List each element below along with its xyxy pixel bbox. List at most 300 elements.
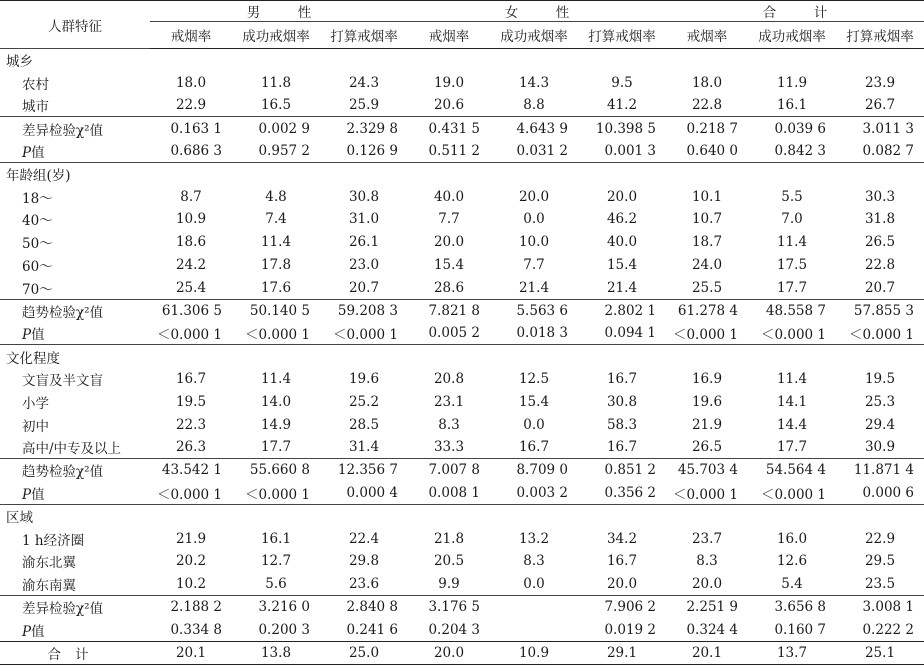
table-cell: 31.4 xyxy=(348,439,380,456)
table-cell: ＜0.000 1 xyxy=(672,486,738,503)
table-cell: 29.5 xyxy=(864,553,896,570)
table-cell: 29.1 xyxy=(578,641,666,664)
row-label: 70～ xyxy=(22,281,53,298)
table-cell: 31.8 xyxy=(864,211,896,228)
category-row xyxy=(0,162,924,185)
table-cell: 18.0 xyxy=(175,74,207,91)
table-cell: 19.0 xyxy=(433,74,465,91)
table-cell: 26.1 xyxy=(348,234,380,251)
table-cell: 26.5 xyxy=(691,439,723,456)
table-cell: 20.0 xyxy=(691,575,723,592)
header-intend-quit-rate: 打算戒烟率 xyxy=(320,22,408,49)
table-cell: 14.4 xyxy=(776,416,808,433)
table-cell: 20.0 xyxy=(606,575,638,592)
row-label: 合计 xyxy=(0,641,150,664)
table-cell: 5.4 xyxy=(781,575,803,592)
table-cell: 10.7 xyxy=(691,211,723,228)
table-cell xyxy=(232,162,320,185)
table-cell: 17.7 xyxy=(776,279,808,296)
table-cell: 7.007 8 xyxy=(408,459,490,482)
table-cell: 3.176 5 xyxy=(408,596,490,619)
table-cell: 11.4 xyxy=(260,371,292,388)
table-row xyxy=(0,94,924,117)
table-cell: ＜0.000 1 xyxy=(332,327,398,344)
table-cell: 8.3 xyxy=(438,416,460,433)
header-quit-rate: 戒烟率 xyxy=(666,22,748,49)
row-label: 趋势检验χ²值 xyxy=(0,299,150,322)
table-cell: 0.640 0 xyxy=(686,142,738,159)
table-cell: 12.5 xyxy=(518,371,550,388)
table-cell xyxy=(578,504,666,527)
table-cell: 0.126 9 xyxy=(346,142,398,159)
table-cell: 20.8 xyxy=(433,371,465,388)
table-cell: 0.160 7 xyxy=(774,621,826,638)
table-cell xyxy=(232,345,320,368)
header-success-quit-rate: 成功戒烟率 xyxy=(232,22,320,49)
table-cell: 7.906 2 xyxy=(578,596,666,619)
category-label: 区域 xyxy=(0,504,150,527)
table-cell: 3.011 3 xyxy=(836,117,924,140)
table-cell: 22.4 xyxy=(348,530,380,547)
table-cell: 16.7 xyxy=(175,371,207,388)
table-cell: 15.4 xyxy=(606,257,638,274)
table-cell xyxy=(232,49,320,72)
table-row xyxy=(0,231,924,254)
table-cell xyxy=(490,162,578,185)
category-row xyxy=(0,504,924,527)
stat-row xyxy=(0,140,924,163)
row-label: 差异检验χ²值 xyxy=(0,117,150,140)
table-cell xyxy=(748,162,836,185)
table-cell: 0.686 3 xyxy=(170,142,222,159)
table-cell: 8.8 xyxy=(523,97,545,114)
table-cell: 34.2 xyxy=(606,530,638,547)
table-cell: 19.6 xyxy=(348,371,380,388)
table-cell xyxy=(836,345,924,368)
table-cell: 0.0 xyxy=(523,416,545,433)
table-cell xyxy=(578,162,666,185)
table-cell: 0.851 2 xyxy=(578,459,666,482)
table-cell: 20.1 xyxy=(150,641,232,664)
table-cell: 20.0 xyxy=(606,188,638,205)
table-cell xyxy=(666,162,748,185)
table-cell: 25.9 xyxy=(348,97,380,114)
table-row xyxy=(0,413,924,436)
table-cell: 23.0 xyxy=(348,257,380,274)
stat-row xyxy=(0,117,924,140)
stat-row xyxy=(0,596,924,619)
table-cell: 11.871 4 xyxy=(836,459,924,482)
table-cell: 54.564 4 xyxy=(748,459,836,482)
table-cell: 10.1 xyxy=(691,188,723,205)
table-cell: ＜0.000 1 xyxy=(156,327,222,344)
table-cell xyxy=(748,49,836,72)
table-cell: 14.0 xyxy=(260,393,292,410)
table-cell: 2.251 9 xyxy=(666,596,748,619)
table-cell: 9.5 xyxy=(611,74,633,91)
table-cell: 0.000 4 xyxy=(346,484,398,501)
table-cell: ＜0.000 1 xyxy=(244,327,310,344)
table-cell: 7.7 xyxy=(438,211,460,228)
table-cell: 16.7 xyxy=(518,439,550,456)
table-cell: 3.216 0 xyxy=(232,596,320,619)
table-cell: 16.1 xyxy=(260,530,292,547)
table-cell: 18.7 xyxy=(691,234,723,251)
table-cell: 0.094 1 xyxy=(604,325,656,342)
row-label: 差异检验χ²值 xyxy=(0,596,150,619)
header-feature: 人群特征 xyxy=(0,1,150,49)
table-cell: 61.306 5 xyxy=(150,299,232,322)
table-cell: 24.0 xyxy=(691,257,723,274)
table-cell: 29.8 xyxy=(348,553,380,570)
table-cell: 0.957 2 xyxy=(258,142,310,159)
table-cell: 23.7 xyxy=(691,530,723,547)
table-cell xyxy=(320,49,408,72)
table-cell: 8.7 xyxy=(180,188,202,205)
table-cell: 12.7 xyxy=(260,553,292,570)
header-group-male: 男 性 xyxy=(150,1,408,22)
table-cell: 20.0 xyxy=(518,188,550,205)
table-cell: 21.8 xyxy=(433,530,465,547)
table-cell: 4.8 xyxy=(265,188,287,205)
table-cell xyxy=(408,504,490,527)
table-cell: 40.0 xyxy=(606,234,638,251)
table-cell xyxy=(836,162,924,185)
table-row xyxy=(0,208,924,231)
row-label: 城市 xyxy=(22,99,49,116)
table-cell: 59.208 3 xyxy=(320,299,408,322)
table-cell: 8.3 xyxy=(696,553,718,570)
table-cell: 10.398 5 xyxy=(578,117,666,140)
table-cell xyxy=(150,49,232,72)
row-label: 小学 xyxy=(22,395,49,412)
table-cell: ＜0.000 1 xyxy=(156,486,222,503)
table-cell: 30.9 xyxy=(864,439,896,456)
table-cell xyxy=(748,504,836,527)
table-cell xyxy=(490,618,578,641)
table-cell: 45.703 4 xyxy=(666,459,748,482)
table-cell: 23.1 xyxy=(433,393,465,410)
table-cell: 20.2 xyxy=(175,553,207,570)
row-label: 初中 xyxy=(22,418,49,435)
table-cell: 30.3 xyxy=(864,188,896,205)
table-cell: 5.563 6 xyxy=(490,299,578,322)
table-cell: 16.7 xyxy=(606,439,638,456)
table-cell: 26.5 xyxy=(864,234,896,251)
table-cell: 20.7 xyxy=(348,279,380,296)
table-cell: 28.6 xyxy=(433,279,465,296)
table-cell: 12.6 xyxy=(776,553,808,570)
table-cell: 15.4 xyxy=(518,393,550,410)
table-cell: 26.3 xyxy=(175,439,207,456)
table-cell: 0.001 3 xyxy=(604,142,656,159)
table-row xyxy=(0,550,924,573)
row-label: P值 xyxy=(22,486,45,503)
table-cell: 22.8 xyxy=(691,97,723,114)
table-row xyxy=(0,185,924,208)
table-cell: 17.7 xyxy=(776,439,808,456)
table-cell: 11.4 xyxy=(776,371,808,388)
table-cell: 17.6 xyxy=(260,279,292,296)
table-cell: 22.3 xyxy=(175,416,207,433)
table-cell: 16.9 xyxy=(691,371,723,388)
row-label: 40～ xyxy=(22,213,53,230)
table-cell xyxy=(666,345,748,368)
table-row xyxy=(0,276,924,299)
table-cell: 22.9 xyxy=(864,530,896,547)
table-cell: 30.8 xyxy=(348,188,380,205)
table-cell xyxy=(666,504,748,527)
header-quit-rate: 戒烟率 xyxy=(408,22,490,49)
header-quit-rate: 戒烟率 xyxy=(150,22,232,49)
table-cell xyxy=(490,345,578,368)
table-cell: 3.656 8 xyxy=(748,596,836,619)
table-cell: 23.9 xyxy=(864,74,896,91)
category-label: 年龄组(岁) xyxy=(0,162,150,185)
table-cell: 3.008 1 xyxy=(836,596,924,619)
table-cell: 11.4 xyxy=(260,234,292,251)
row-label: P值 xyxy=(22,623,45,640)
table-cell: 0.842 3 xyxy=(774,142,826,159)
table-cell: 30.8 xyxy=(606,393,638,410)
table-cell: 25.1 xyxy=(836,641,924,664)
table-cell: 25.3 xyxy=(864,393,896,410)
table-cell: 0.0 xyxy=(523,211,545,228)
table-cell: 0.003 2 xyxy=(516,484,568,501)
table-cell: 20.1 xyxy=(666,641,748,664)
table-cell: 17.8 xyxy=(260,257,292,274)
table-cell xyxy=(490,596,578,619)
table-cell: 55.660 8 xyxy=(232,459,320,482)
table-cell: 19.6 xyxy=(691,393,723,410)
table-cell: 58.3 xyxy=(606,416,638,433)
table-cell xyxy=(150,162,232,185)
table-row xyxy=(0,71,924,94)
table-cell xyxy=(666,49,748,72)
table-cell: 8.3 xyxy=(523,553,545,570)
header-intend-quit-rate: 打算戒烟率 xyxy=(836,22,924,49)
table-cell: ＜0.000 1 xyxy=(848,327,914,344)
table-cell: 0.019 2 xyxy=(604,621,656,638)
row-label: 60～ xyxy=(22,259,53,276)
table-cell: 0.324 4 xyxy=(686,621,738,638)
table-cell: 11.9 xyxy=(776,74,808,91)
table-cell: 0.241 6 xyxy=(346,621,398,638)
table-cell: 0.200 3 xyxy=(258,621,310,638)
table-cell: 13.8 xyxy=(232,641,320,664)
table-cell xyxy=(150,504,232,527)
table-cell: 19.5 xyxy=(175,393,207,410)
table-cell: 25.2 xyxy=(348,393,380,410)
table-cell: 2.840 8 xyxy=(320,596,408,619)
table-cell: 0.163 1 xyxy=(150,117,232,140)
table-cell xyxy=(320,162,408,185)
table-cell: 7.0 xyxy=(781,211,803,228)
table-cell: 26.7 xyxy=(864,97,896,114)
table-cell: 14.1 xyxy=(776,393,808,410)
table-cell: 14.9 xyxy=(260,416,292,433)
table-cell xyxy=(490,504,578,527)
table-cell: 2.329 8 xyxy=(320,117,408,140)
row-label: 高中/中专及以上 xyxy=(22,441,122,458)
stat-row xyxy=(0,322,924,345)
table-cell: 0.039 6 xyxy=(748,117,836,140)
stat-row xyxy=(0,459,924,482)
table-cell xyxy=(320,345,408,368)
total-row xyxy=(0,641,924,664)
table-cell: 21.4 xyxy=(518,279,550,296)
table-cell: 10.2 xyxy=(175,575,207,592)
table-row xyxy=(0,368,924,391)
table-cell: 40.0 xyxy=(433,188,465,205)
table-cell: 12.356 7 xyxy=(320,459,408,482)
table-cell: 0.018 3 xyxy=(516,325,568,342)
table-cell: 61.278 4 xyxy=(666,299,748,322)
table-cell: 11.4 xyxy=(776,234,808,251)
table-cell: 11.8 xyxy=(260,74,292,91)
table-cell: 19.5 xyxy=(864,371,896,388)
table-cell xyxy=(578,49,666,72)
table-cell: 0.008 1 xyxy=(428,484,480,501)
table-cell: 0.000 6 xyxy=(862,484,914,501)
table-cell: 7.821 8 xyxy=(408,299,490,322)
table-body xyxy=(0,49,924,665)
row-label: 文盲及半文盲 xyxy=(22,373,103,390)
table-cell: 28.5 xyxy=(348,416,380,433)
table-cell xyxy=(836,49,924,72)
table-cell: 0.222 2 xyxy=(862,621,914,638)
table-cell: 23.6 xyxy=(348,575,380,592)
row-label: P值 xyxy=(22,144,45,161)
table-cell xyxy=(320,504,408,527)
table-cell: 0.334 8 xyxy=(170,621,222,638)
table-cell: 0.218 7 xyxy=(666,117,748,140)
table-cell: 23.5 xyxy=(864,575,896,592)
table-row xyxy=(0,436,924,459)
table-cell: 5.6 xyxy=(265,575,287,592)
table-cell: 0.204 3 xyxy=(428,621,480,638)
table-cell: 20.7 xyxy=(864,279,896,296)
header-intend-quit-rate: 打算戒烟率 xyxy=(578,22,666,49)
table-row xyxy=(0,527,924,550)
table-cell: 22.8 xyxy=(864,257,896,274)
table-cell: 21.4 xyxy=(606,279,638,296)
table-cell: 0.0 xyxy=(523,575,545,592)
table-cell: 8.709 0 xyxy=(490,459,578,482)
table-cell: 16.1 xyxy=(776,97,808,114)
row-label: 18～ xyxy=(22,190,53,207)
table-cell: 22.9 xyxy=(175,97,207,114)
row-label: 50～ xyxy=(22,236,53,253)
row-label: 渝东北翼 xyxy=(22,555,76,572)
category-label: 文化程度 xyxy=(0,345,150,368)
category-row xyxy=(0,345,924,368)
table-cell: 41.2 xyxy=(606,97,638,114)
table-cell: 50.140 5 xyxy=(232,299,320,322)
table-row xyxy=(0,254,924,277)
table-cell xyxy=(150,345,232,368)
row-label: 农村 xyxy=(22,76,49,93)
table-cell: 0.005 2 xyxy=(428,325,480,342)
table-cell: 17.5 xyxy=(776,257,808,274)
stat-row xyxy=(0,618,924,641)
table-cell xyxy=(408,345,490,368)
table-cell xyxy=(836,504,924,527)
table-cell: 0.002 9 xyxy=(232,117,320,140)
table-cell: 9.9 xyxy=(438,575,460,592)
table-cell xyxy=(490,49,578,72)
table-cell xyxy=(408,162,490,185)
row-label: 1 h经济圈 xyxy=(22,532,85,549)
table-cell: 16.7 xyxy=(606,371,638,388)
table-cell: 20.0 xyxy=(408,641,490,664)
table-cell xyxy=(232,504,320,527)
table-cell: 20.0 xyxy=(433,234,465,251)
table-cell: ＜0.000 1 xyxy=(760,486,826,503)
category-row xyxy=(0,49,924,72)
table-cell: 25.5 xyxy=(691,279,723,296)
table-cell: 0.082 7 xyxy=(862,142,914,159)
table-cell: 2.188 2 xyxy=(150,596,232,619)
table-cell: 16.0 xyxy=(776,530,808,547)
header-success-quit-rate: 成功戒烟率 xyxy=(748,22,836,49)
table-cell: 0.356 2 xyxy=(604,484,656,501)
header-group-total: 合 计 xyxy=(666,1,924,22)
table-cell: 43.542 1 xyxy=(150,459,232,482)
table-cell: 48.558 7 xyxy=(748,299,836,322)
table-cell: 16.7 xyxy=(606,553,638,570)
table-cell: 21.9 xyxy=(691,416,723,433)
table-cell: 7.4 xyxy=(265,211,287,228)
table-cell: 17.7 xyxy=(260,439,292,456)
table-cell: 57.855 3 xyxy=(836,299,924,322)
table-cell: 7.7 xyxy=(523,257,545,274)
category-label: 城乡 xyxy=(6,54,33,71)
table-cell: 29.4 xyxy=(864,416,896,433)
table-cell: 14.3 xyxy=(518,74,550,91)
table-cell: ＜0.000 1 xyxy=(760,327,826,344)
header-success-quit-rate: 成功戒烟率 xyxy=(490,22,578,49)
table-cell: ＜0.000 1 xyxy=(244,486,310,503)
table-cell: 0.511 2 xyxy=(428,142,480,159)
table-row xyxy=(0,573,924,596)
table-cell: 25.4 xyxy=(175,279,207,296)
table-cell: 24.3 xyxy=(348,74,380,91)
table-cell: 20.6 xyxy=(433,97,465,114)
table-cell: 13.7 xyxy=(748,641,836,664)
table-cell: 21.9 xyxy=(175,530,207,547)
table-cell: 24.2 xyxy=(175,257,207,274)
table-cell: 25.0 xyxy=(320,641,408,664)
table-cell: 15.4 xyxy=(433,257,465,274)
table-cell xyxy=(748,345,836,368)
table-cell: 13.2 xyxy=(518,530,550,547)
table-cell: 20.5 xyxy=(433,553,465,570)
table-cell: 5.5 xyxy=(781,188,803,205)
table-cell: 10.0 xyxy=(518,234,550,251)
table-cell: 2.802 1 xyxy=(578,299,666,322)
table-cell: 0.431 5 xyxy=(408,117,490,140)
table-cell: 16.5 xyxy=(260,97,292,114)
stat-row xyxy=(0,482,924,505)
row-label: 趋势检验χ²值 xyxy=(0,459,150,482)
table-cell: 10.9 xyxy=(175,211,207,228)
header-group-female: 女 性 xyxy=(408,1,666,22)
table-cell: 18.6 xyxy=(175,234,207,251)
table-cell: 0.031 2 xyxy=(516,142,568,159)
table-cell: 10.9 xyxy=(490,641,578,664)
stat-row xyxy=(0,299,924,322)
